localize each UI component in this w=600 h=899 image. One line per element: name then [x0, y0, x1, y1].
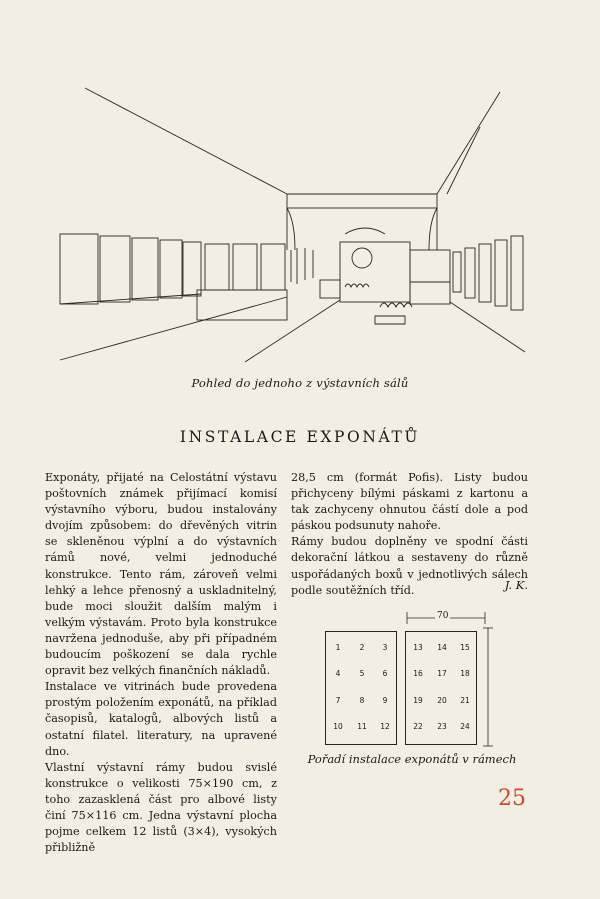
page-number: 25 [498, 786, 526, 811]
photo-caption: Pohled do jednoho z výstavních sálů [191, 376, 409, 390]
frame-cell: 13 [413, 643, 423, 652]
paragraph: 28,5 cm (formát Pofis). Listy budou přichyceny bílými páskami z kartonu a tak zachyceny ohnutou částí dole a pod páskou podsunuty nahoře. [291, 471, 528, 533]
frame-cell: 2 [359, 643, 365, 652]
left-frame [325, 631, 397, 745]
frame-cell: 6 [382, 669, 388, 678]
frame-cell: 1 [335, 643, 341, 652]
frame-cell: 3 [382, 643, 388, 652]
paragraph: Vlastní výstavní rámy budou svislé konstrukce o velikosti 75×190 cm, z toho zazasklená část pro albové listy činí 75×116 cm. Jedna výstavní plocha pojme celkem 12 listů (3×4), vysokých přibližně [45, 760, 277, 855]
left-text-column [45, 470, 277, 856]
frame-cell: 17 [437, 669, 447, 678]
frame-cell: 23 [437, 722, 447, 731]
frame-cell: 10 [333, 722, 343, 731]
frame-cell: 16 [413, 669, 423, 678]
frames-caption: Pořadí instalace exponátů v rámech [307, 752, 517, 766]
frame-cell: 19 [413, 696, 423, 705]
frames-diagram [325, 606, 500, 751]
paragraph: Instalace ve vitrinách bude provedena prostým položením exponátů, na příklad časopisů, katalogů, albových listů a ostatní filatel. literatury, na upravené dno. [45, 680, 277, 758]
page-title: INSTALACE EXPONÁTŮ [179, 428, 421, 446]
frame-cell: 24 [460, 722, 470, 731]
frame-cell: 9 [382, 696, 388, 705]
frame-cell: 4 [335, 669, 341, 678]
frame-cell: 15 [460, 643, 470, 652]
paragraph: Rámy budou doplněny ve spodní části dekorační látkou a sestaveny do různě uspořádaných boxů v jednotlivých sálech podle soutěžních tříd. [291, 535, 528, 597]
frame-cell: 11 [357, 722, 367, 731]
paragraph: Exponáty, přijaté na Celostátní výstavu poštovních známek přijímací komisí výstavního výboru, budou instalovány dvojím způsobem: do dřevěných vitrin se skleněnou výplní a do výstavních rámů nové, velmi jednoduché konstrukce. Tento rám, zároveň velmi lehký a lehce přenosný a uskladnitelný, bude moci sloužit dalším malým i velkým výstavám. Proto byla konstrukce navržena jednoduše, aby při případném budoucím poškození se dala rychle opravit bez velkých finančních nákladů. [45, 471, 277, 678]
frame-cell: 12 [380, 722, 390, 731]
width-label: 70 [437, 611, 449, 621]
frame-cell: 18 [460, 669, 470, 678]
frame-cell: 7 [335, 696, 341, 705]
exhibition-hall-sketch [55, 82, 535, 372]
right-frame [405, 631, 477, 745]
frame-cell: 21 [460, 696, 470, 705]
frame-cell: 5 [359, 669, 365, 678]
frame-cell: 22 [413, 722, 423, 731]
author-signature: J. K. [504, 578, 528, 592]
frame-cell: 14 [437, 643, 447, 652]
frame-cell: 20 [437, 696, 447, 705]
frame-cell: 8 [359, 696, 365, 705]
